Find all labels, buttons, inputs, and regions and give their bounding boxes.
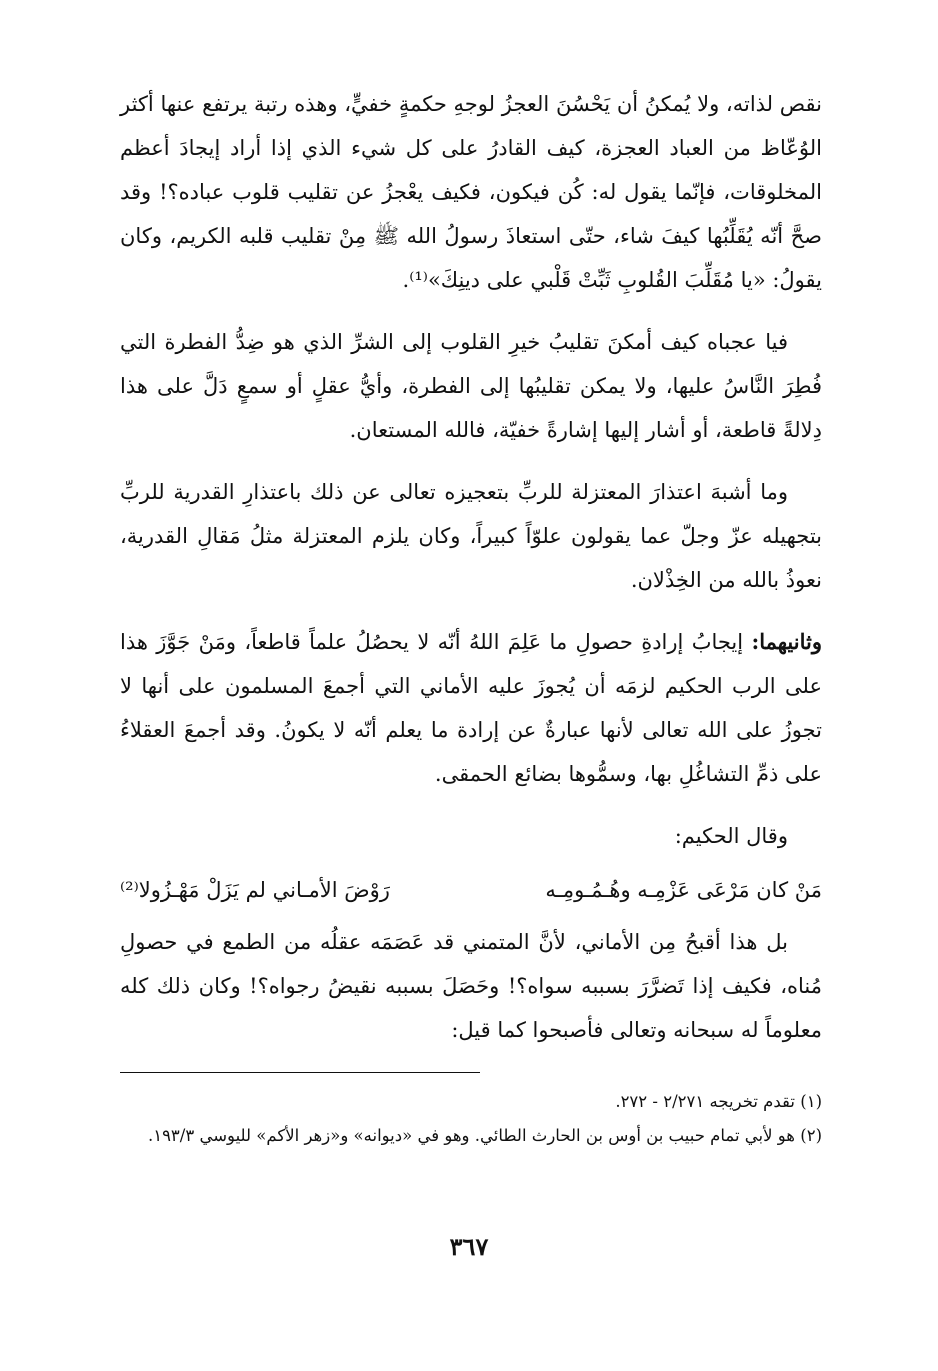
page-body: [120, 82, 822, 1153]
verse-second-hemistich: رَوْضَ الأمـاني لم يَزَلْ مَهْـزُولا⁽²⁾: [120, 878, 390, 902]
paragraph-4: [120, 620, 822, 796]
footnote-2: (٢) هو لأبي تمام حبيب بن أوس بن الحارث الطائي. وهو في «ديوانه» و«زهر الأكم» لليوسي ١٩٣/٣.: [147, 1126, 822, 1145]
paragraph-2: فيا عجباه كيف أمكنَ تقليبُ خيرِ القلوب إلى الشرِّ الذي هو ضِدُّ الفطرة التي فُطِرَ النَّاسُ عليها، ولا يمكن تقليبُها إلى الفطرة، وأيُّ عقلٍ أو سمعٍ دَلَّ على هذا دِلالةً قاطعة، أو أشار إليها إشارةً خفيّة، فالله المستعان.: [120, 330, 822, 442]
paragraph-6: بل هذا أقبحُ مِن الأماني، لأنَّ المتمني قد عَصَمَه عقلُه من الطمع في حصولِ مُناه، فكيف إذا تَضرَّرَ بسببه سواه؟! وحَصَلَ بسببه نقيضُ رجواه؟! وكان ذلك كله معلوماً له سبحانه وتعالى فأصبحوا كما قيل:: [120, 930, 822, 1042]
paragraph-5: وقال الحكيم:: [674, 824, 788, 848]
paragraph-4-lead: وثانيهما:: [751, 629, 822, 654]
paragraph-3: وما أشبهَ اعتذارَ المعتزلة للربِّ بتعجيزه تعالى عن ذلك باعتذارِ القدرية للربِّ بتجهيله عزّ وجلّ عما يقولون علوّاً كبيراً، وكان يلزم المعتزلة مثلُ مَقالِ القدرية، نعوذُ بالله من الخِذْلان.: [120, 480, 822, 592]
footnote-separator-wrap: [120, 1052, 822, 1085]
footnote-1: (١) تقدم تخريجه ٢/٢٧١ - ٢٧٢.: [615, 1092, 822, 1111]
footnote-separator: [120, 1072, 480, 1073]
verse-first-hemistich: مَنْ كان مَرْعَى عَزْمِـه وهُـمُـومِـه: [545, 878, 822, 902]
spacer: [120, 602, 822, 620]
poem-verse: [120, 868, 822, 912]
page-number: ٣٦٧: [449, 1232, 489, 1261]
paragraph-4-body: إيجابُ إرادةِ حصولِ ما عَلِمَ اللهُ أنّه لا يحصُلُ علماً قاطعاً، ومَنْ جَوَّزَ هذا على الرب الحكيم لزمَه أن يُجوزَ عليه الأماني التي أجمعَ المسلمون على أنها لا تجوزُ على الله تعالى لأنها عبارةٌ عن إرادة ما يعلم أنّه لا يكونُ. وقد أجمعَ العقلاءُ على ذمِّ التشاغُلِ بها، وسمُّوها بضائع الحمقى.: [120, 630, 822, 786]
spacer: [120, 452, 822, 470]
paragraph-1: نقص لذاته، ولا يُمكنُ أن يَحْسُنَ العجزُ لوجهِ حكمةٍ خفيٍّ، وهذه رتبة يرتفع عنها أكثر الوُعّاظ من العباد العجزة، كيف القادرُ على كل شيء الذي إذا أراد إيجادَ أعظم المخلوقات، فإنّما يقول له: كُن فيكون، فكيف يعْجزُ عن تقليب قلوب عباده؟! وقد صحَّ أنّه يُقَلِّبُها كيفَ شاء، حتّى استعاذَ رسولُ الله ﷺ مِنْ تقليب قلبه الكريم، وكان يقولُ: «يا مُقَلِّبَ القُلوبِ ثَبِّتْ قَلْبي على دينِكَ»⁽¹⁾.: [120, 92, 822, 292]
spacer: [120, 302, 822, 320]
spacer: [120, 796, 822, 814]
